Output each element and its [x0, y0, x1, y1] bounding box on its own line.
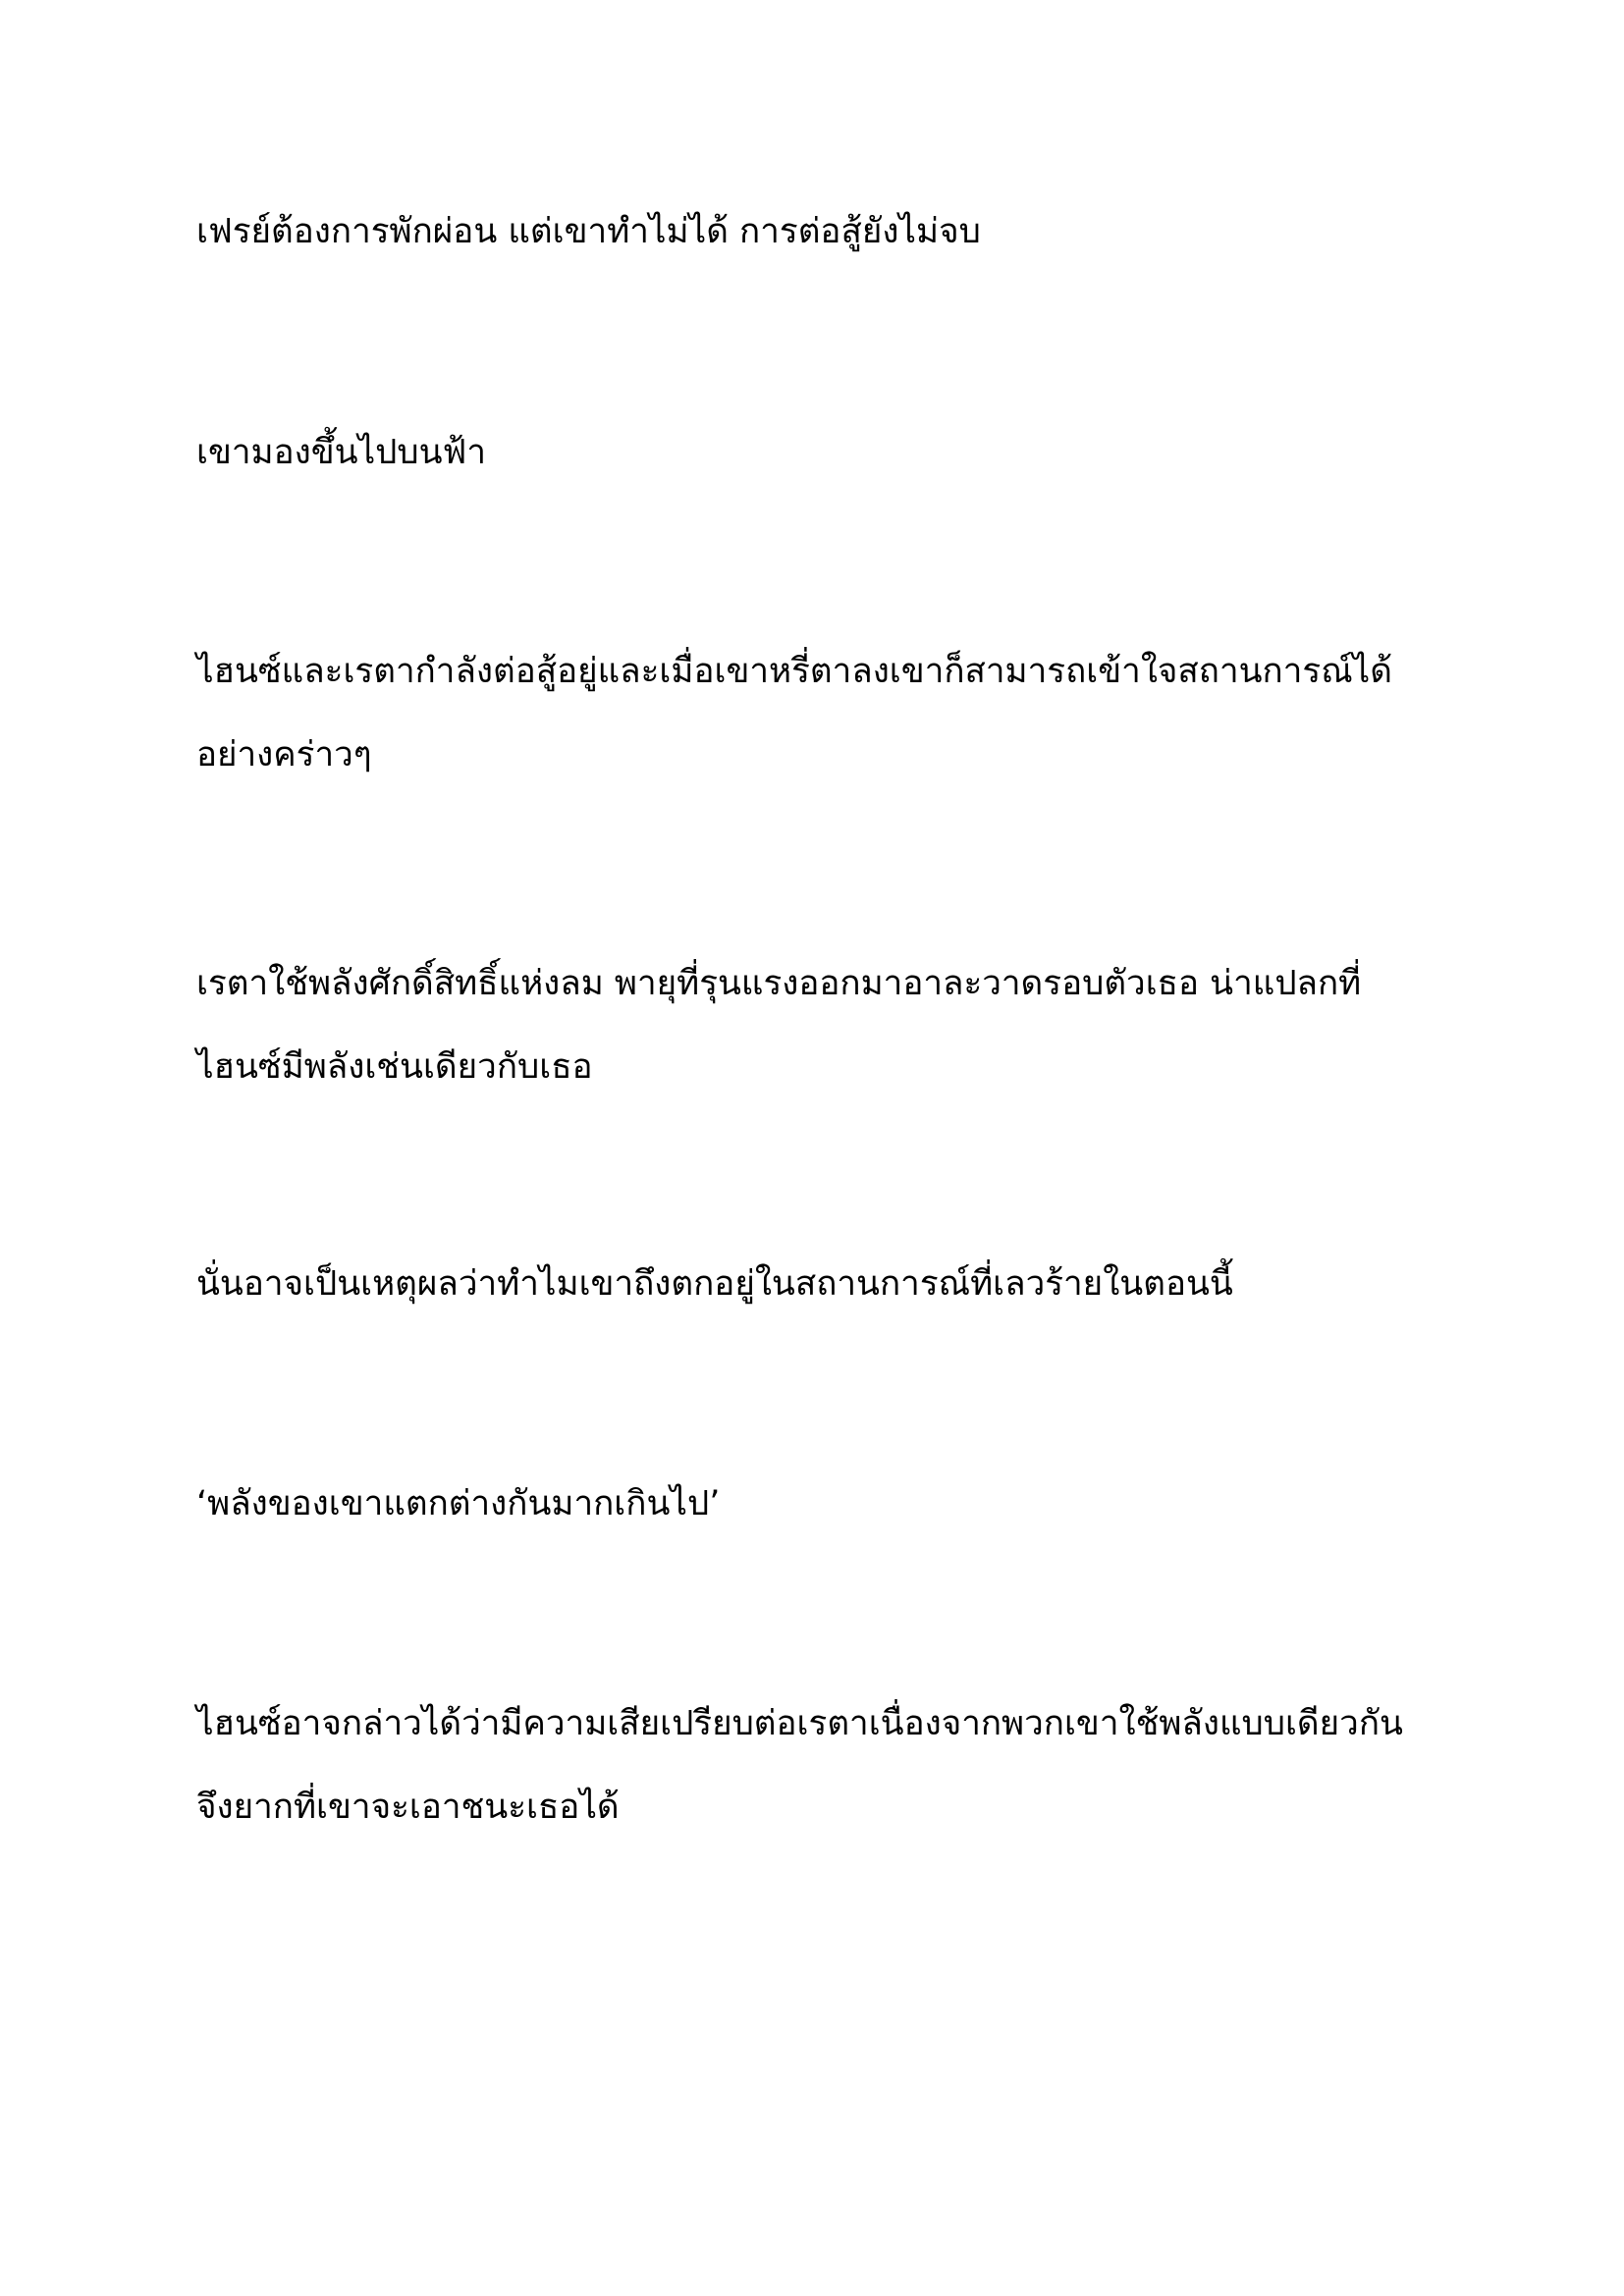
paragraph — [196, 1463, 1473, 1546]
text-line: อย่างคร่าวๆ — [196, 735, 372, 774]
paragraph — [196, 1243, 1473, 1326]
text-line: ‘พลังของเขาแตกต่างกันมากเกินไป’ — [196, 1484, 721, 1523]
text-line: จึงยากที่เขาจะเอาชนะเธอได้ — [196, 1788, 620, 1827]
text-line: เฟรย์ต้องการพักผ่อน แต่เขาทำไม่ได้ การต่อสู้ยังไม่จบ — [196, 212, 981, 251]
text-line: ไฮนซ์มีพลังเช่นเดียวกับเธอ — [196, 1047, 593, 1087]
paragraph — [196, 411, 1473, 495]
text-line: ไฮนซ์อาจกล่าวได้ว่ามีความเสียเปรียบต่อเรตาเนื่องจากพวกเขาใช้พลังแบบเดียวกัน — [196, 1704, 1403, 1743]
paragraph — [196, 190, 1473, 274]
paragraph — [196, 630, 1473, 797]
paragraph — [196, 1682, 1473, 1849]
text-line: ไฮนซ์และเรตากำลังต่อสู้อยู่และเมื่อเขาหรี่ตาลงเขาก็สามารถเข้าใจสถานการณ์ได้ — [196, 652, 1392, 691]
text-line: นั่นอาจเป็นเหตุผลว่าทำไมเขาถึงตกอยู่ในสถานการณ์ที่เลวร้ายในตอนนี้ — [196, 1264, 1233, 1304]
text-line: เรตาใช้พลังศักดิ์สิทธิ์แห่งลม พายุที่รุนแรงออกมาอาละวาดรอบตัวเธอ น่าแปลกที่ — [196, 964, 1362, 1003]
text-line: เขามองขึ้นไปบนฟ้า — [196, 433, 486, 472]
paragraph — [196, 942, 1473, 1109]
